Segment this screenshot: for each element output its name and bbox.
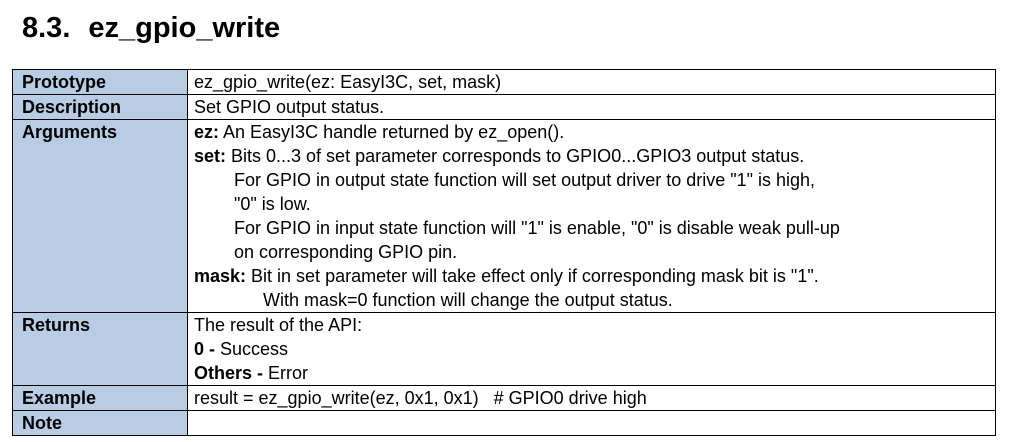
arg-ez-line <box>194 120 989 144</box>
arg-set-detail-1: For GPIO in output state function will set output driver to drive "1" is high, <box>234 170 816 190</box>
returns-value <box>188 313 996 386</box>
returns-others-line <box>194 361 989 385</box>
returns-others-key: Others - <box>194 363 264 383</box>
returns-success-key: 0 - <box>194 339 216 359</box>
returns-success-text: Success <box>215 339 289 359</box>
section-title: ez_gpio_write <box>88 12 281 44</box>
table-row-arguments <box>13 120 996 313</box>
arg-mask-detail-1: With mask=0 function will change the output status. <box>263 290 673 310</box>
arg-mask-text: Bit in set parameter will take effect only if corresponding mask bit is "1". <box>246 266 819 286</box>
arg-set-line <box>194 144 989 168</box>
table-row-example <box>13 386 996 411</box>
arg-set-detail-3: For GPIO in input state function will "1" is enable, "0" is disable weak pull-up <box>234 218 840 238</box>
returns-success-line <box>194 337 989 361</box>
arguments-value <box>188 120 996 313</box>
arg-set-text: Bits 0...3 of set parameter corresponds to GPIO0...GPIO3 output status. <box>226 146 805 166</box>
arg-mask-key: mask: <box>194 266 247 286</box>
returns-intro: The result of the API: <box>194 315 363 335</box>
table-row-note <box>13 411 996 436</box>
example-value <box>188 386 996 411</box>
returns-others-text: Error <box>263 363 309 383</box>
arg-mask-line <box>194 264 989 288</box>
arguments-label: Arguments <box>13 120 188 313</box>
arg-ez-key: ez: <box>194 122 220 142</box>
table-row-description <box>13 95 996 120</box>
arg-set-detail-4: on corresponding GPIO pin. <box>234 242 458 262</box>
section-heading <box>22 8 280 48</box>
arg-ez-text: An EasyI3C handle returned by ez_open(). <box>219 122 565 142</box>
prototype-value: ez_gpio_write(ez: EasyI3C, set, mask) <box>188 70 996 95</box>
table-row-returns <box>13 313 996 386</box>
arg-set-detail-2: "0" is low. <box>234 194 311 214</box>
note-label: Note <box>13 411 188 436</box>
example-code: result = ez_gpio_write(ez, 0x1, 0x1) # GPIO0 drive high <box>194 388 647 408</box>
note-value <box>188 411 996 436</box>
arg-set-key: set: <box>194 146 227 166</box>
api-spec-table <box>12 69 996 436</box>
example-label: Example <box>13 386 188 411</box>
returns-label: Returns <box>13 313 188 386</box>
description-label: Description <box>13 95 188 120</box>
table-row-prototype <box>13 70 996 95</box>
prototype-label: Prototype <box>13 70 188 95</box>
section-number: 8.3. <box>22 12 71 44</box>
description-value: Set GPIO output status. <box>188 95 996 120</box>
